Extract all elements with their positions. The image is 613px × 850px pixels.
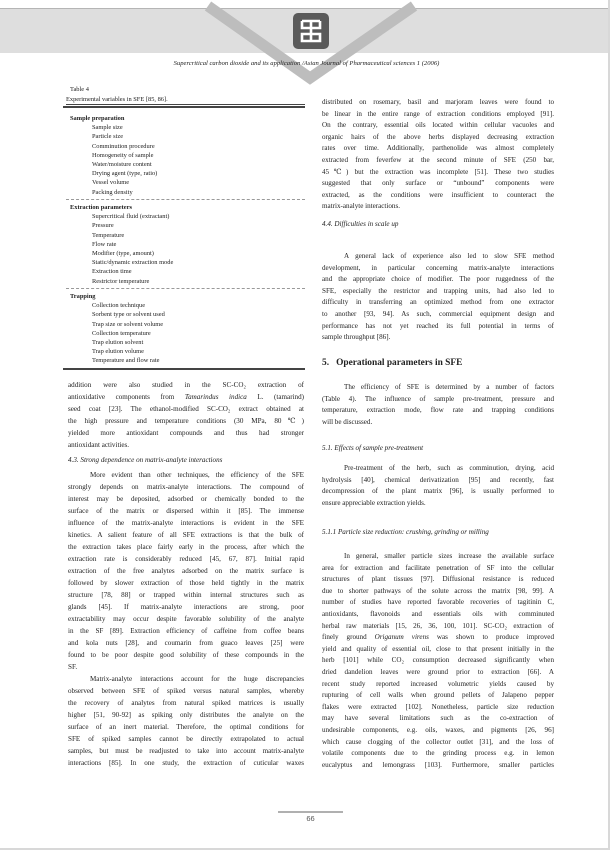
table-item: Flow rate [92, 240, 117, 248]
text-line: A general lack of experience also led to slow SFE method [344, 252, 554, 260]
text-line: strongly depends on matrix-analyte interactions. The compound of [68, 483, 304, 491]
subsection-heading-4-4: 4.4. Difficulties in scale up [322, 220, 399, 228]
text-line: distributed on rosemary, basil and marjoram leaves were found to [322, 98, 554, 106]
text-line: extraction of the free analytes adsorbed on the matrix surface is [68, 567, 304, 575]
table-item: Extraction time [92, 268, 132, 276]
text-line: samples, but must be readjusted to take into account matrix-analyte [68, 747, 304, 755]
paragraph [68, 673, 304, 769]
table-item: Supercritical fluid (extractant) [92, 213, 170, 221]
page-number-rule [278, 811, 343, 813]
text-line: followed by slower extraction of those held tightly in the matrix [68, 579, 304, 587]
table-item: Water/moisture content [92, 161, 152, 168]
table-group-divider [66, 288, 305, 289]
text-line: kinetics. A salient feature of all SFE extractions is that the bulk of [68, 531, 304, 539]
journal-logo-icon [293, 13, 329, 49]
subsection-heading-5-1: 5.1. Effects of sample pre-treatment [322, 444, 424, 452]
paragraph [322, 382, 554, 428]
text-line: and kola nuts [28], and coumarin from guaco leaves [25] were [68, 639, 304, 647]
text-line: influence of the matrix-analyte interactions is evident in the SFE [68, 519, 304, 527]
text-line: SFE, especially the restrictor and trapping units, had also led to [322, 286, 554, 295]
text-line: found to be poor despite good solubility of these compounds in the [68, 651, 304, 659]
paragraph [322, 97, 554, 213]
subsection-heading-5-1-1: 5.1.1 Particle size reduction: crushing, grinding or milling [322, 528, 489, 536]
table-item: Collection temperature [92, 329, 151, 337]
table-item: Temperature and flow rate [92, 357, 160, 365]
text-line: finely ground Origanum virens was shown to produce improved [322, 633, 554, 642]
table-item: Packing density [92, 188, 133, 196]
text-line: undesirable components, e.g. oils, waxes, and pigments [26, 96] [322, 725, 554, 734]
text-line: difficulty in transferring an optimized method from one extractor [322, 298, 554, 307]
paragraph [68, 469, 304, 673]
text-line: 45℃) but the extraction was incomplete [51]. These two studies [322, 167, 554, 176]
text-line: Matrix-analyte interactions account for the huge discrepancies [90, 675, 304, 683]
text-line: herb [101] while CO₂ consumption decreased significantly when [322, 656, 554, 665]
text-line: organic hairs of the above herbs displayed decreasing extraction [322, 132, 554, 141]
text-line: the extraction takes place fairly early in the process, after which the [68, 543, 304, 551]
paragraph [322, 463, 554, 509]
text-line: antioxidative components from Tamarindus indica L. (tamarind) [68, 393, 304, 401]
paragraph [68, 379, 304, 451]
text-line: surface of an inert material. Therefore, the optimal conditions for [68, 723, 304, 731]
table-item: Comminution procedure [92, 142, 155, 150]
text-line: The efficiency of SFE is determined by a number of factors [344, 383, 554, 391]
text-line: development, in particular concerning matrix-analyte interactions [322, 263, 554, 272]
text-line: volatile components due to the grinding process e.g. in lemon [322, 749, 554, 758]
paragraph [322, 251, 554, 344]
paragraph [322, 551, 554, 771]
text-line: recent study reported increased volumetric yields caused by [322, 679, 554, 688]
text-line: rates over time. Additionally, parthenolide was almost completely [322, 144, 554, 153]
table-caption: Experimental variables in SFE [85, 86]. [66, 95, 305, 105]
text-line: the high pressure and temperature conditions (30 MPa, 80℃) [68, 417, 304, 425]
text-line: Pre-treatment of the herb, such as comminution, drying, acid [344, 464, 554, 472]
running-header: Supercritical carbon dioxide and its application /Asian Journal of Pharmaceutical sciences 1 (2006) [173, 60, 440, 67]
table-group-heading: Sample preparation [70, 115, 125, 122]
table-item: Modifier (type, amount) [92, 250, 154, 257]
table-top-rule [63, 106, 305, 108]
text-line: number of studies have reported favorable recoveries of tagitinin C, [322, 598, 554, 607]
text-line: structures of plant tissues [97]. Diffusional resistance is reduced [322, 575, 554, 584]
table-group-divider [66, 199, 305, 200]
table-item: Trap elution solvent [92, 339, 144, 346]
table-item: Trap elution volume [92, 348, 144, 356]
table-item: Sorbent type or solvent used [92, 311, 165, 319]
text-line: antioxidant activities. [68, 441, 130, 449]
text-line: interactions [85]. In one study, the extraction of cuticular waxes [68, 759, 304, 767]
table-item: Restrictor temperature [92, 277, 150, 285]
text-line: (Table 4). The influence of sample pre-treatment, pressure and [322, 394, 554, 403]
text-line: suggested that only surface or “unbound” components were [322, 179, 554, 188]
text-line: performance has not yet reached its full potential in terms of [322, 321, 554, 330]
text-line: SF. [68, 663, 78, 671]
table-item: Temperature [92, 231, 125, 239]
text-line: to another [93, 94]. As such, commercial equipment design and [322, 309, 554, 318]
text-line: On the contrary, essential oils located within cellular vacuoles and [322, 121, 554, 130]
text-line: surface of the matrix or dispersed within it [85]. The immense [68, 507, 304, 515]
text-line: extractability may occur despite favorable solubility of the analyte [68, 615, 304, 623]
text-line: seed coat [23]. The ethanol-modified SC-CO₂ extract obtained at [68, 405, 304, 413]
text-line: herbal raw materials [15, 26, 36, 100, 101]. SC-CO₂ extraction of [322, 621, 554, 630]
text-line: More evident than other techniques, the efficiency of the SFE [90, 471, 304, 479]
text-line: dried dandelion leaves were ground prior to extraction [66]. A [322, 667, 554, 676]
text-line: yielded more antioxidant compounds and thus had stronger [68, 429, 304, 437]
text-line: hydrolysis [40], chemical derivatization [95] and recently, fast [322, 475, 554, 484]
text-line: In general, smaller particle sizes increase the available surface [344, 552, 554, 560]
text-line: flakes were extracted [102]. Nonetheless, particle size reduction [322, 702, 554, 711]
text-line: observed between SFE of spiked versus natural samples, whereby [68, 687, 304, 695]
section-heading-5: 5. Operational parameters in SFE [322, 358, 463, 368]
text-line: extracted from feverfew at the second minute of SFE (250 bar, [322, 155, 554, 164]
text-line: will be discussed. [322, 417, 373, 426]
text-line: and the appropriate choice of modifier. The poor ruggedness of the [322, 275, 554, 284]
text-line: antioxidants, flavonoids and essentials oils with comminuted [322, 609, 554, 618]
table-item: Drying agent (type, ratio) [92, 170, 158, 178]
table-item: Homogeneity of sample [92, 151, 154, 159]
text-line: which cause clogging of the collector outlet [31], and the loss of [322, 737, 554, 746]
text-line: higher [51, 90-92] as spiking only distributes the analyte on the [68, 711, 304, 719]
subsection-heading-4-3: 4.3. Strong dependence on matrix-analyte interactions [68, 456, 223, 464]
text-line: interest may be deposited, adsorbed or chemically bonded to the [68, 495, 304, 503]
text-line: may have several limitations such as the co-extraction of [322, 714, 554, 723]
table-item: Vessel volume [92, 179, 130, 187]
text-line: be linear in the entire range of extraction conditions employed [91]. [322, 109, 554, 118]
text-line: decompression of the plant matrix [96], is usually performed to [322, 487, 554, 496]
table-item: Sample size [92, 124, 123, 132]
text-line: extraction rate is considerably reduced [45, 67, 87]. Initial rapid [68, 555, 304, 563]
text-line: the recovery of analytes from natural spiked matrices is usually [68, 699, 304, 707]
text-line: matrix-analyte interactions. [322, 202, 401, 211]
table-title: Table 4 [70, 86, 89, 93]
table-group-heading: Trapping [70, 293, 96, 300]
text-line: eucalyptus and lemongrass [103]. Furthermore, smaller particles [322, 760, 554, 769]
text-line: extracted, as the conditions were insufficient to counteract the [322, 190, 554, 199]
table-item: Trap size or solvent volume [92, 320, 164, 328]
page-number: 66 [306, 814, 315, 823]
text-line: ensure appreciable extraction yields. [322, 498, 426, 507]
italic-term: Tamarindus indica [184, 393, 247, 401]
text-line: in the SF [89]. Extraction efficiency of caffeine from coffee beans [68, 627, 304, 635]
text-line: structure [78, 88] or trapped within internal structures such as [68, 591, 304, 599]
text-line: area for extraction and facilitate penetration of SF into the cellular [322, 563, 554, 572]
text-line: temperature, extraction mode, flow rate and trapping conditions [322, 406, 554, 415]
table-item: Particle size [92, 133, 124, 141]
table-item: Static/dynamic extraction mode [92, 259, 174, 267]
text-line: rupturing of cell walls when ground pellets of Jalapeno pepper [322, 691, 554, 700]
table-item: Pressure [92, 222, 114, 230]
text-line: sample throughput [86]. [322, 333, 391, 342]
table-item: Collection technique [92, 302, 146, 310]
text-line: glands [45]. If matrix-analyte interactions are strong, poor [68, 603, 304, 611]
text-line: SFE of spiked samples cannot be directly extrapolated to actual [68, 735, 304, 743]
table-group-heading: Extraction parameters [70, 204, 132, 211]
italic-term: Origanum virens [374, 633, 429, 642]
text-line: due to shorter pathways of the solute across the matrix [98, 99]. A [322, 586, 554, 595]
text-line: addition were also studied in the SC-CO₂ extraction of [68, 381, 304, 389]
text-line: yield and quality of essential oil, close to that present initially in the [322, 644, 554, 653]
table-bottom-rule [63, 368, 305, 370]
